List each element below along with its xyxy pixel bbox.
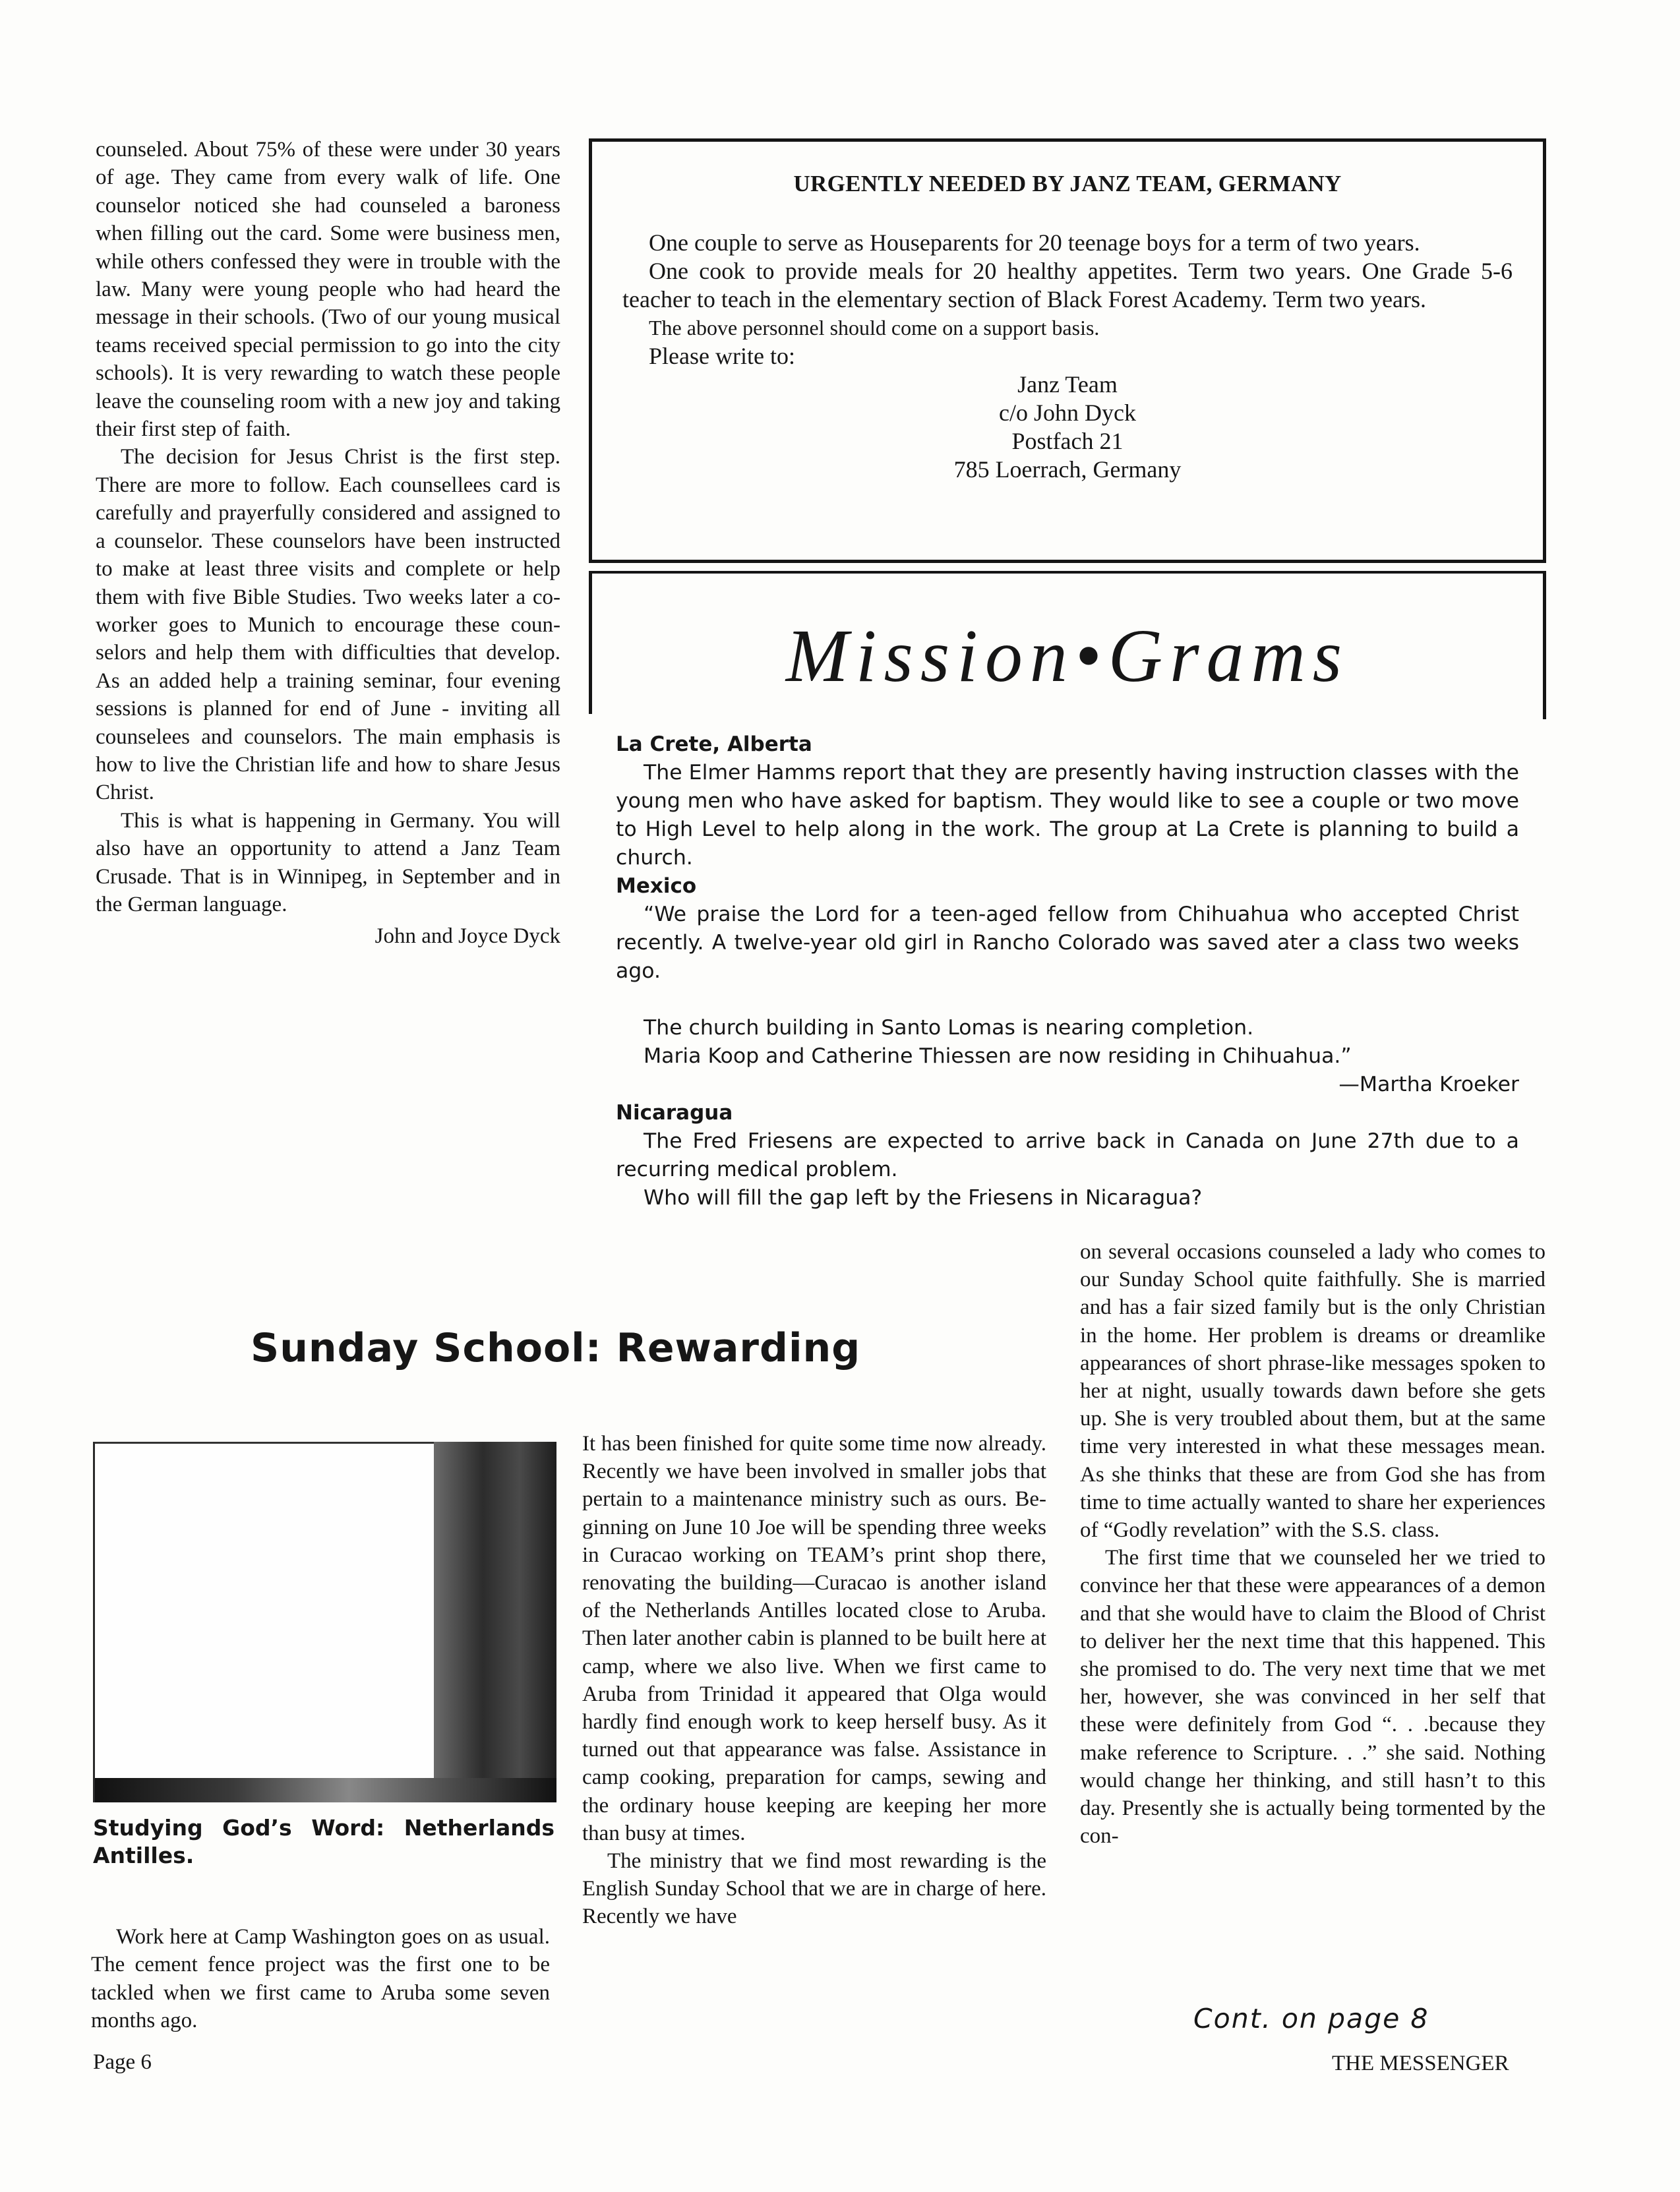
sunday-school-column-2 — [582, 1430, 1046, 1931]
ss-paragraph-counsel: on several occasions counseled a lady who comes to our Sunday School quite faithfully. She is married and has a fair sized family but is the only Christian in the home. Her problem is dreams or dreamlike appearances of short phrase-like messages spoken to her at night, usually towards dawn before she gets up. She is very troubled about them, but at the same time very interested in what these messages mean. As she thinks that these are from God she has from time to time actually wanted to share her experiences of “Godly revelation” with the S.S. class. — [1080, 1240, 1545, 1543]
urgent-heading: URGENTLY NEEDED BY JANZ TEAM, GERMANY — [793, 171, 1342, 196]
mission-grams-title: Mission•Grams — [785, 614, 1350, 697]
bible-study-photo — [93, 1442, 556, 1802]
photo-caption: Studying God’s Word: Netherlands Antilles. — [93, 1815, 555, 1868]
mexico-report-2: The church building in Santo Lomas is nearing completion. — [644, 1016, 1254, 1040]
urgent-notice-box — [589, 138, 1546, 563]
location-mexico: Mexico — [616, 874, 697, 898]
mission-grams-body — [616, 730, 1519, 1212]
la-crete-report: The Elmer Hamms report that they are presently having instruction classes with the young men who have asked for baptism. They would like to see a couple or two move to High Level to help along in the work. The group at La Crete is planning to build a church. — [616, 761, 1519, 870]
mission-grams-top-rule — [589, 571, 1546, 574]
left-paragraph-1: counseled. About 75% of these were under 30 years of age. They came from every walk of life. One counselor noticed she had counseled a baroness when filling out the card. Some were business men, while others confessed they were in trouble with the law. Many were young people who had heard the message in their schools. (Two of our young musical teams received special permission to go into the city schools). It is very rewarding to watch these people leave the counseling room with a new joy and taking their first step of faith. — [96, 138, 560, 442]
urgent-item-cook-teacher: One cook to provide meals for 20 healthy appetites. Term two years. One Grade 5-6 teacher to teach in the elementary section of Black Forest Academy. Term two years. — [622, 258, 1513, 312]
page-number: Page 6 — [93, 2050, 152, 2074]
left-signature: John and Joyce Dyck — [375, 924, 560, 949]
nicaragua-report-1: The Fred Friesens are expected to arrive back in Canada on June 27th due to a recurring medical problem. — [616, 1129, 1519, 1181]
sunday-school-column-3 — [1080, 1238, 1545, 1850]
urgent-write-to: Please write to: — [649, 343, 795, 369]
left-paragraph-3: This is what is happening in Germany. You will also have an opportunity to attend a Janz Team Crusade. That is in Winnipeg, in September and in the German language. — [96, 808, 560, 916]
ss-paragraph-jobs: It has been finished for quite some time now already. Recently we have been involved in smaller jobs that pertain to a maintenance ministry such as ours. Beginning on June 10 Joe will be spending three weeks in Curacao working on TEAM’s print shop there, renovating the building—Curacao is another island of the Netherlands Antilles located close to Aruba. Then later another cabin is planned to be built here at camp, where we also live. When we first came to Aruba from Trinidad it appeared that Olga would hardly find enough work to keep herself busy. As it turned out that appearance was false. Assistance in camp cooking, preparation for camps, sewing and the ordinary house keeping are keeping her more than busy at times. — [582, 1432, 1046, 1845]
mexico-byline: —Martha Kroeker — [1338, 1073, 1519, 1096]
urgent-item-houseparents: One couple to serve as Houseparents for 20 teenage boys for a term of two years. — [649, 229, 1420, 256]
ss-paragraph-camp: Work here at Camp Washington goes on as usual. The cement fence project was the first one to be tackled when we first came to Aruba some seven months ago. — [91, 1925, 550, 2033]
continued-on-page-link: Cont. on page 8 — [1193, 2003, 1429, 2034]
publication-name: THE MESSENGER — [1332, 2052, 1509, 2075]
address-line: Janz Team — [1017, 371, 1118, 398]
ss-paragraph-demon: The first time that we counseled her we tried to convince her that these were appearances of a demon and that she would have to claim the Blood of Christ to deliver her the next time that this happened. This she promised to do. The very next time that we met her, however, she was convinced in her self that these were definitely from God “. . .because they make reference to Scripture. . .” she said. Nothing would change her thinking, and still hasn’t to this day. Presently she is actually being tormented by the con- — [1080, 1546, 1545, 1849]
ss-paragraph-ministry: The ministry that we find most rewarding is the English Sunday School that we are in charge of here. Recently we have — [582, 1849, 1046, 1929]
urgent-support-note: The above personnel should come on a support basis. — [649, 316, 1100, 340]
left-paragraph-2: The decision for Jesus Christ is the first step. There are more to follow. Each counsellees card is carefully and prayerfully considered and assigned to a counselor. These counselors have been instructed to make at least three visits and complete or help them with five Bible Studies. Two weeks later a co-worker goes to Munich to encourage these counselors and help them with difficulties that develop. As an added help a training seminar, four evening sessions is planned for end of June - inviting all counselees and counselors. The main emphasis is how to live the Christian life and how to share Jesus Christ. — [96, 445, 560, 805]
left-column-article — [96, 136, 560, 951]
sunday-school-headline: Sunday School: Rewarding — [251, 1325, 861, 1371]
sunday-school-column-1 — [91, 1923, 550, 2035]
nicaragua-report-2: Who will fill the gap left by the Friesens in Nicaragua? — [644, 1186, 1203, 1210]
urgent-body — [622, 229, 1513, 484]
address-line: 785 Loerrach, Germany — [953, 456, 1182, 483]
mexico-report-3: Maria Koop and Catherine Thiessen are now residing in Chihuahua.” — [644, 1044, 1352, 1068]
location-nicaragua: Nicaragua — [616, 1101, 733, 1125]
photo-people-area — [434, 1442, 556, 1802]
address-line: Postfach 21 — [1011, 428, 1124, 454]
photo-bottom-strip — [95, 1778, 556, 1802]
location-la-crete: La Crete, Alberta — [616, 732, 812, 756]
address-line: c/o John Dyck — [999, 400, 1136, 426]
mexico-report-1: “We praise the Lord for a teen-aged fellow from Chihuahua who accepted Christ recently. A twelve-year old girl in Rancho Colorado was saved ater a class two weeks ago. — [616, 903, 1519, 983]
